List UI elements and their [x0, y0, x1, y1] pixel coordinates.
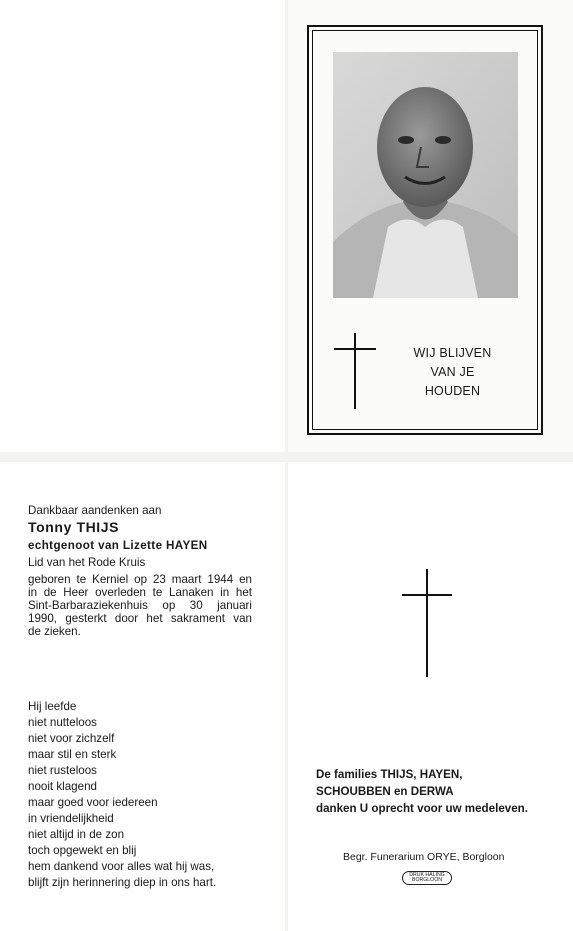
motto-line-3: HOUDEN: [424, 384, 481, 398]
printer-line-2: BORGLOON: [412, 877, 442, 884]
poem-line-12: blijft zijn herinnering diep in ons hart.: [28, 876, 217, 889]
poem-line-5: niet rusteloos: [28, 764, 97, 777]
deceased-name: Tonny THIJS: [28, 519, 120, 535]
printer-line-1: DRUK HALING: [409, 872, 445, 878]
front-cross-icon: [334, 333, 376, 409]
spouse-line: echtgenoot van Lizette HAYEN: [28, 539, 208, 552]
poem-line-7: maar goed voor iedereen: [28, 796, 158, 809]
funeral-home: Begr. Funerarium ORYE, Borgloon: [343, 851, 505, 863]
card-back-panel: [0, 0, 285, 452]
portrait-image: [333, 52, 518, 298]
poem-line-4: maar stil en sterk: [28, 748, 117, 761]
poem-line-9: niet altijd in de zon: [28, 828, 125, 841]
inner-cross-icon: [402, 569, 452, 677]
families-line-1: De families THIJS, HAYEN,: [316, 768, 463, 781]
motto-line-2: VAN JE: [430, 365, 475, 379]
poem-line-11: hem dankend voor alles wat hij was,: [28, 860, 215, 873]
poem-line-2: niet nutteloos: [28, 716, 97, 729]
poem-line-6: nooit klagend: [28, 780, 97, 793]
bio-line-1: geboren te Kerniel op 23 maart 1944 en: [28, 573, 252, 586]
bio-line-2: in de Heer overleden te Lanaken in het: [28, 586, 252, 599]
portrait-photo: [333, 52, 518, 298]
memorial-intro: Dankbaar aandenken aan: [28, 504, 162, 517]
poem-line-10: toch opgewekt en blij: [28, 844, 137, 857]
poem-line-8: in vriendelijkheid: [28, 812, 114, 825]
poem-line-3: niet voor zichzelf: [28, 732, 115, 745]
families-thanks: danken U oprecht voor uw medeleven.: [316, 802, 528, 815]
motto-line-1: WIJ BLIJVEN: [413, 346, 492, 360]
poem-line-1: Hij leefde: [28, 700, 77, 713]
printer-stamp: [402, 871, 452, 885]
families-line-2: SCHOUBBEN en DERWA: [316, 785, 454, 798]
motto-text: [400, 344, 505, 401]
bio-line-3: Sint-Barbaraziekenhuis op 30 januari: [28, 599, 252, 612]
bio-line-4: 1990, gesterkt door het sakrament van: [28, 612, 252, 625]
membership-line: Lid van het Rode Kruis: [28, 556, 146, 569]
bio-line-5: de zieken.: [28, 625, 81, 638]
